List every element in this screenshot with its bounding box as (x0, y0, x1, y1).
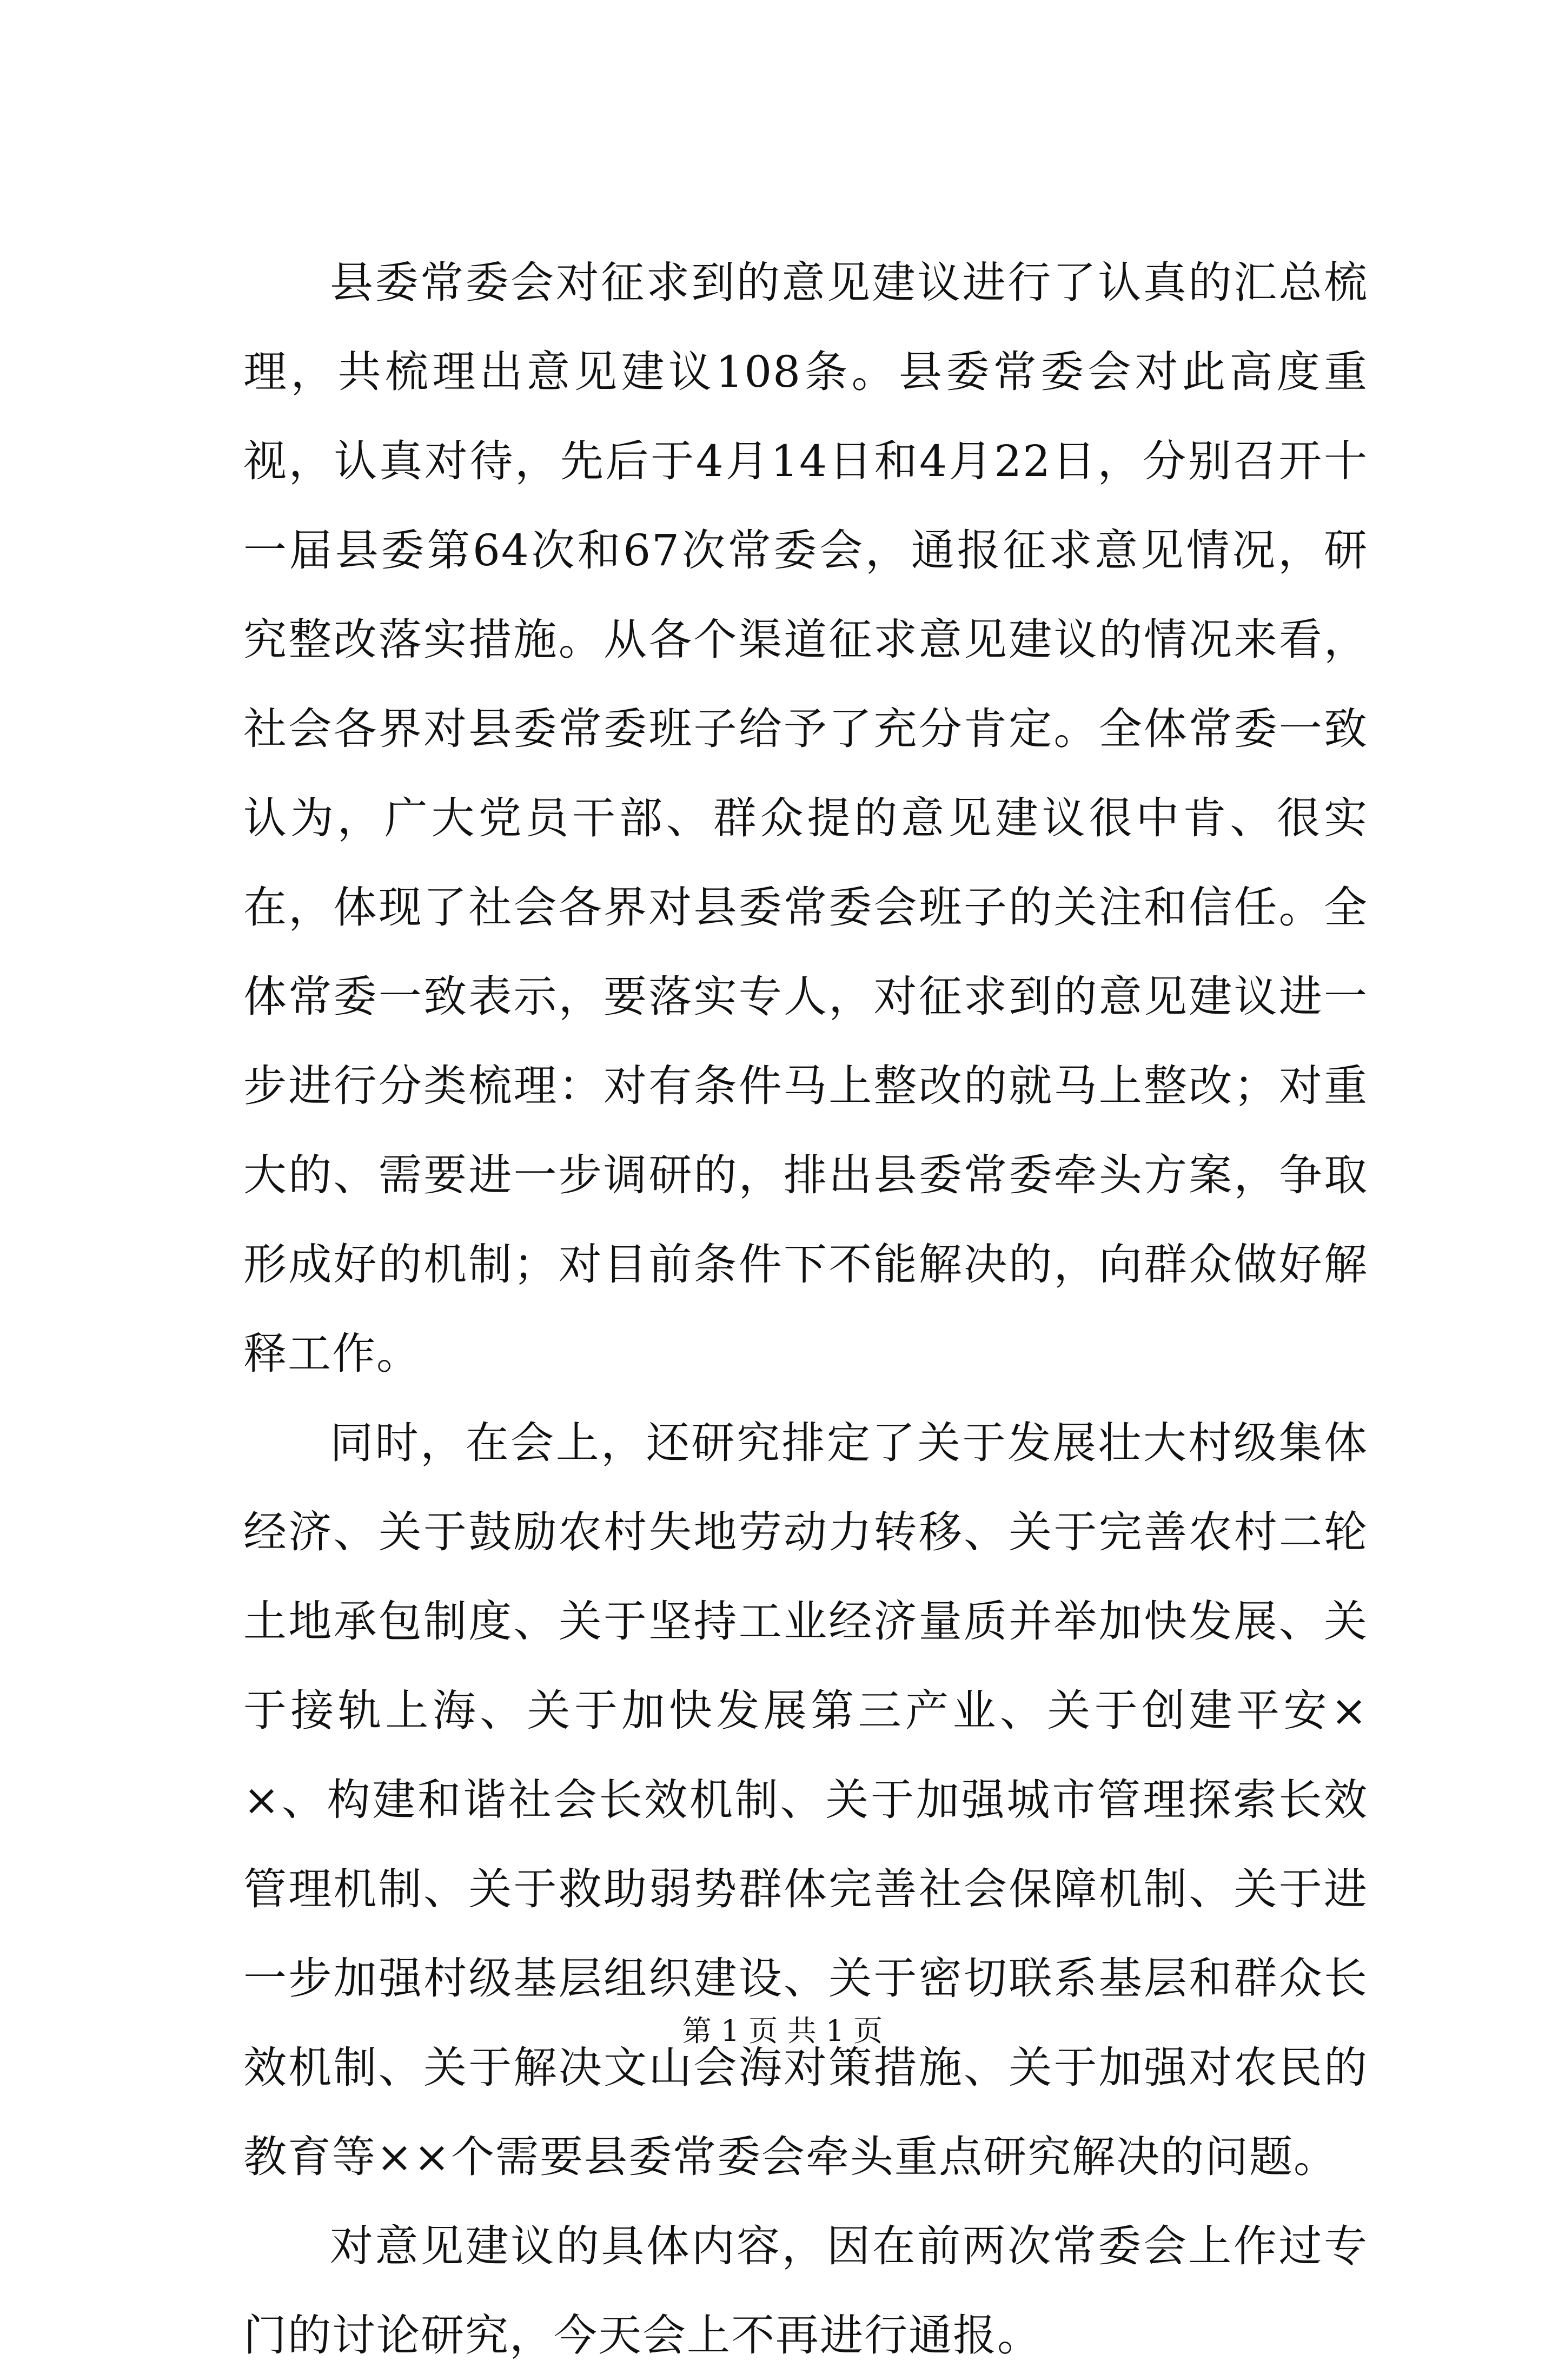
document-body (243, 238, 1368, 2380)
paragraph-1: 县委常委会对征求到的意见建议进行了认真的汇总梳理，共梳理出意见建议108条。县委常委会对此高度重视，认真对待，先后于4月14日和4月22日，分别召开十一届县委第64次和67次常委会，通报征求意见情况，研究整改落实措施。从各个渠道征求意见建议的情况来看，社会各界对县委常委班子给予了充分肯定。全体常委一致认为，广大党员干部、群众提的意见建议很中肯、很实在，体现了社会各界对县委常委会班子的关注和信任。全体常委一致表示，要落实专人，对征求到的意见建议进一步进行分类梳理：对有条件马上整改的就马上整改；对重大的、需要进一步调研的，排出县委常委牵头方案，争取形成好的机制；对目前条件下不能解决的，向群众做好解释工作。 (243, 257, 1368, 1379)
page-footer (0, 2012, 1565, 2050)
paragraph-3: 对意见建议的具体内容，因在前两次常委会上作过专门的讨论研究，今天会上不再进行通报。 (243, 2221, 1368, 2361)
paragraph-2: 同时，在会上，还研究排定了关于发展壮大村级集体经济、关于鼓励农村失地劳动力转移、关于完善农村二轮土地承包制度、关于坚持工业经济量质并举加快发展、关于接轨上海、关于加快发展第三产业、关于创建平安××、构建和谐社会长效机制、关于加强城市管理探索长效管理机制、关于救助弱势群体完善社会保障机制、关于进一步加强村级基层组织建设、关于密切联系基层和群众长效机制、关于解决文山会海对策措施、关于加强对农民的教育等××个需要县委常委会牵头重点研究解决的问题。 (243, 1418, 1368, 2182)
page-number-label: 第 1 页 共 1 页 (682, 2014, 883, 2048)
